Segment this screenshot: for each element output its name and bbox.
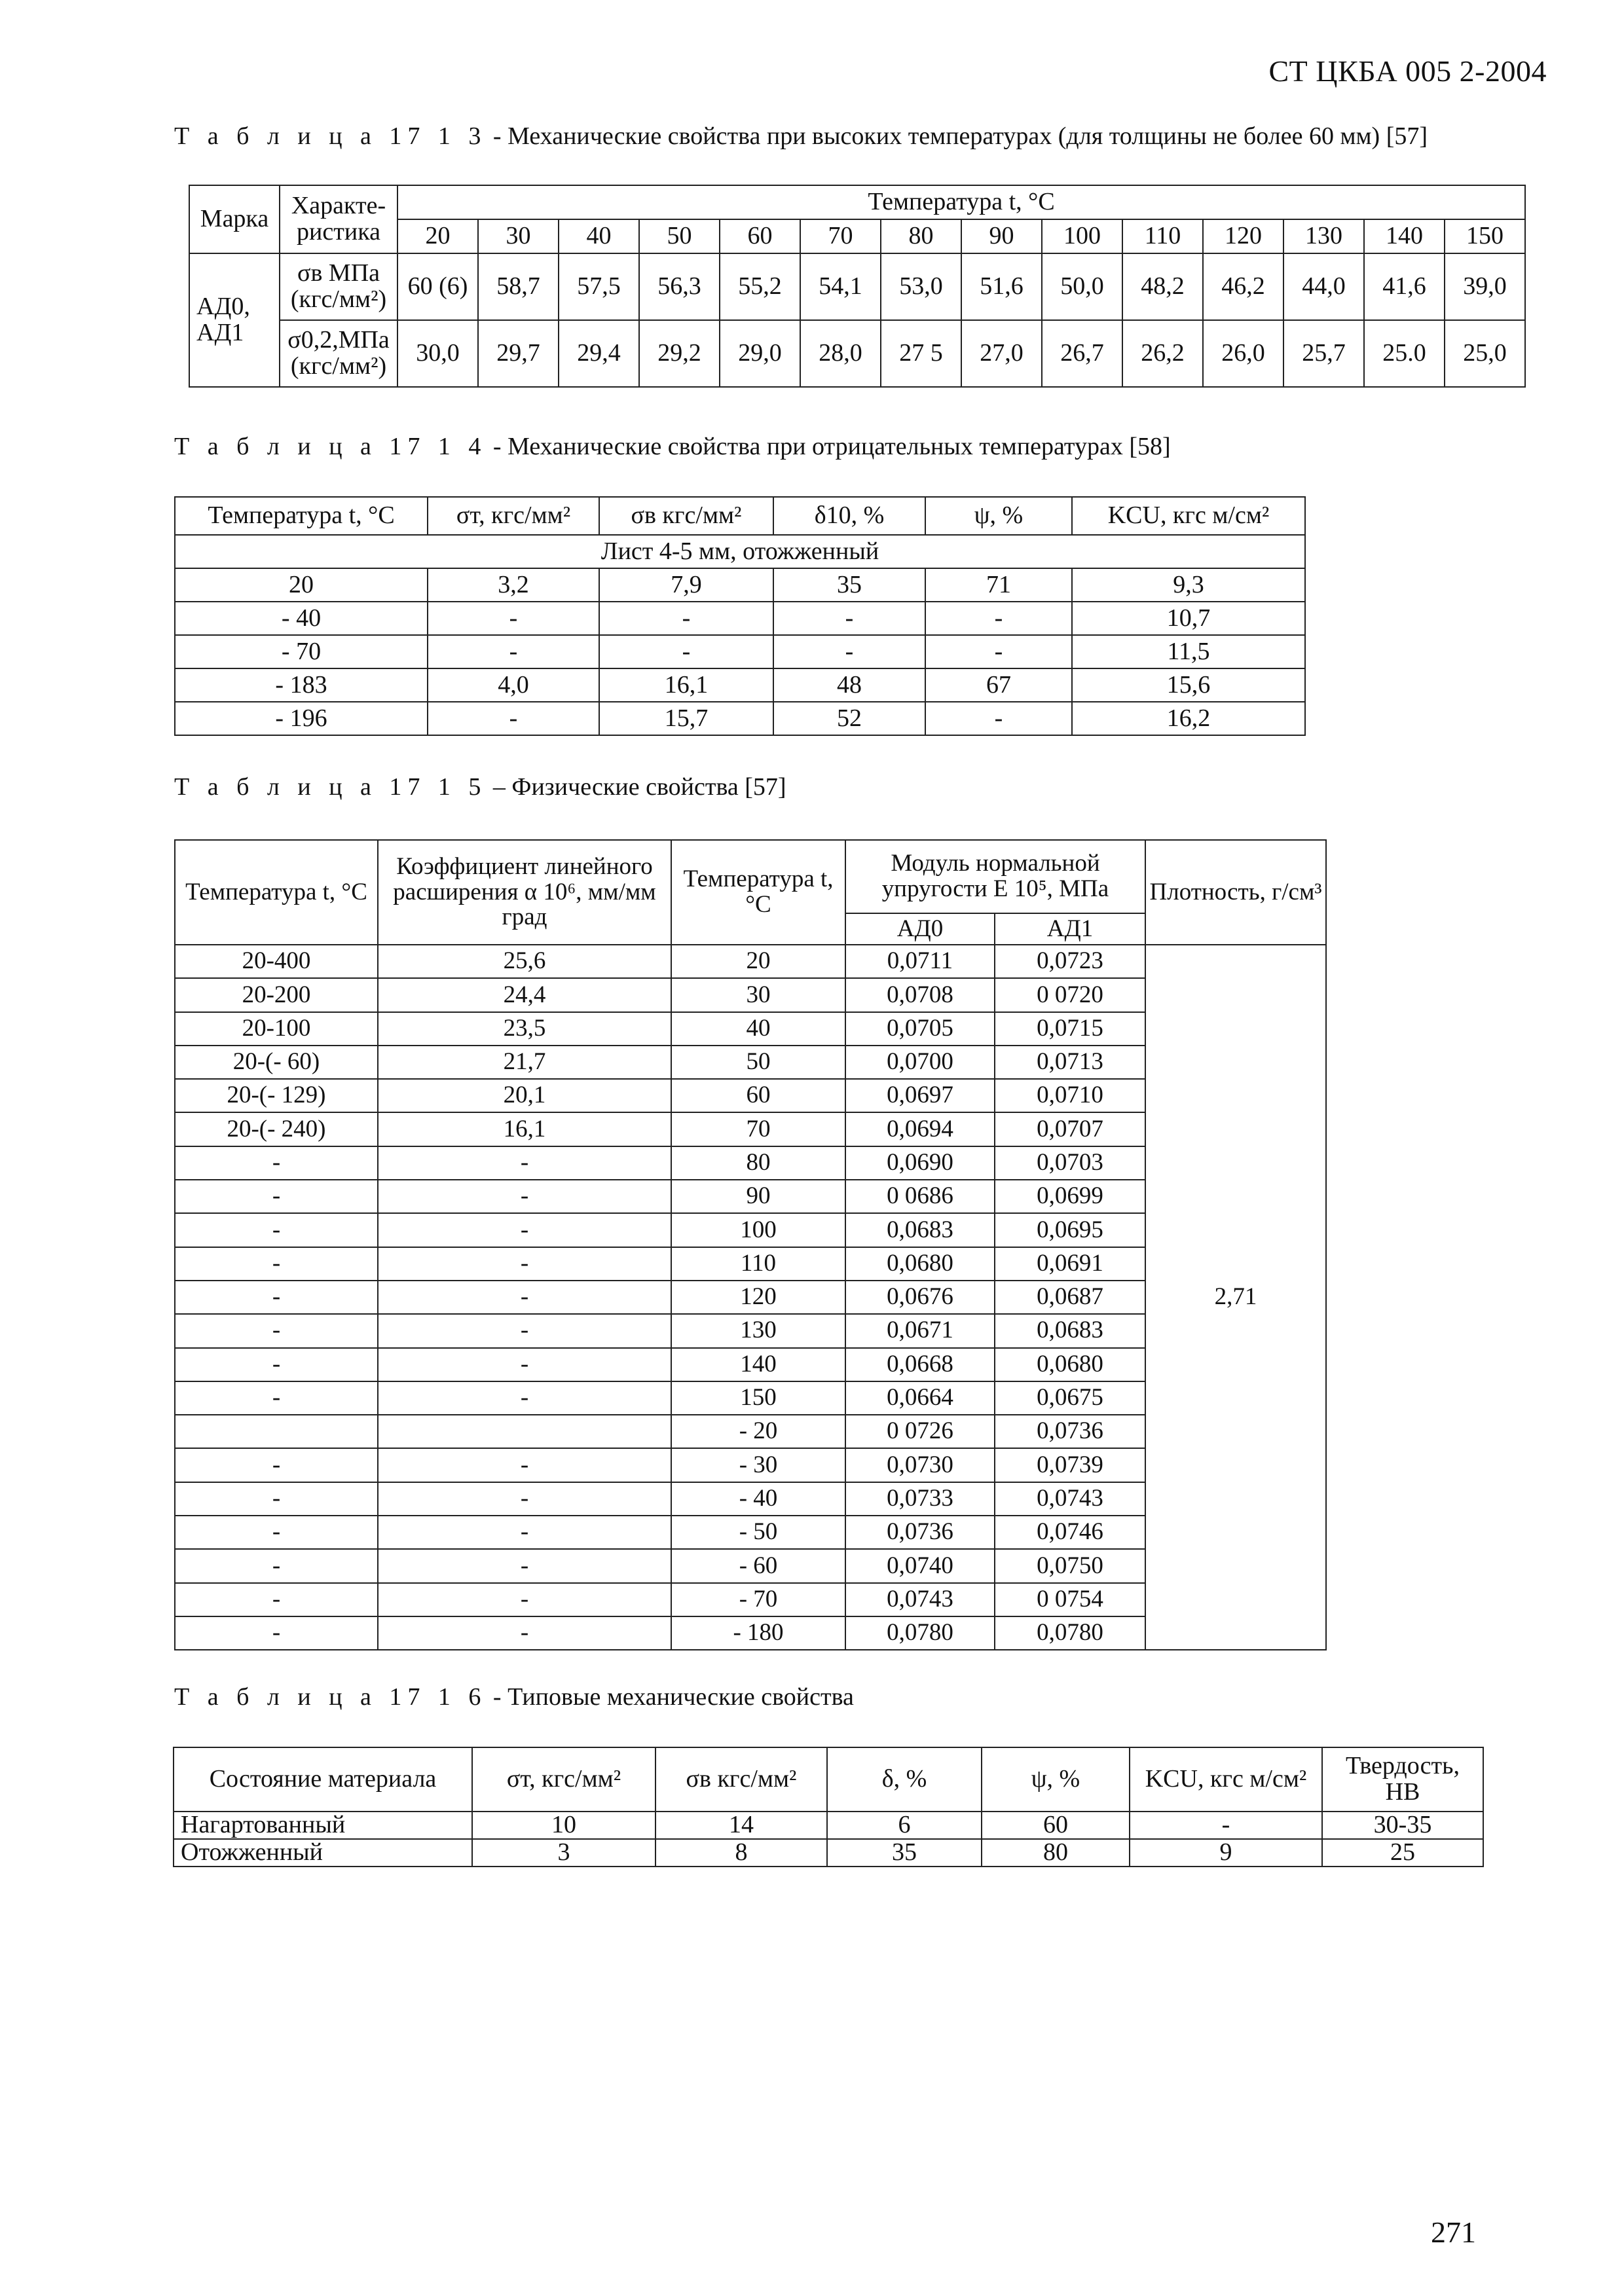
table-cell: Нагартованный (174, 1812, 472, 1839)
table-cell: 0,0743 (995, 1482, 1145, 1516)
table-1715-body (175, 840, 1326, 1650)
table-row (174, 1839, 1483, 1867)
table-1714 (174, 496, 1306, 736)
table-cell: 16,1 (599, 668, 773, 702)
table-cell: - 180 (671, 1616, 845, 1650)
temperature-header: 80 (881, 219, 961, 253)
table-cell: 0,0675 (995, 1381, 1145, 1415)
value-cell: 44,0 (1283, 253, 1364, 320)
table-cell: - 30 (671, 1448, 845, 1482)
table-cell: - (378, 1281, 671, 1314)
table-cell: - (175, 1146, 378, 1180)
density-cell: 2,71 (1145, 945, 1326, 1650)
table-cell: - 196 (175, 702, 428, 735)
table-cell: 0,0699 (995, 1180, 1145, 1213)
table-1714-caption (174, 432, 1171, 461)
temperature-header: 20 (397, 219, 478, 253)
table-cell: - (925, 602, 1072, 635)
column-header-temperature: Температура t, °С (397, 185, 1525, 219)
grade-cell: АД0, АД1 (189, 253, 280, 387)
table-cell: - (378, 1616, 671, 1650)
table-cell: 0,0746 (995, 1516, 1145, 1549)
table-cell: - (428, 702, 599, 735)
table-cell: - (599, 635, 773, 668)
table-cell: - (378, 1448, 671, 1482)
table-cell: - (599, 602, 773, 635)
table-cell: 0,0739 (995, 1448, 1145, 1482)
value-cell: 25.0 (1364, 320, 1445, 387)
column-header: δ, % (827, 1747, 982, 1812)
table-row (175, 602, 1305, 635)
value-cell: 48,2 (1122, 253, 1203, 320)
table-cell: 0,0705 (845, 1012, 995, 1046)
table-cell: - (175, 1516, 378, 1549)
table-cell: 0 0720 (995, 978, 1145, 1011)
table-1716-caption (174, 1683, 854, 1711)
table-cell: 67 (925, 668, 1072, 702)
table-1714-body (175, 497, 1305, 735)
table-cell: 0,0736 (995, 1415, 1145, 1448)
table-cell: 0,0694 (845, 1112, 995, 1146)
value-cell: 27,0 (961, 320, 1042, 387)
table-cell: - (175, 1348, 378, 1381)
table-1716-title: - Типовые механические свойства (487, 1683, 854, 1711)
table-cell: - (378, 1146, 671, 1180)
table-cell: 52 (773, 702, 925, 735)
value-cell: 29,2 (639, 320, 720, 387)
table-cell: 0,0697 (845, 1079, 995, 1112)
table-cell: - (378, 1180, 671, 1213)
table-cell: 140 (671, 1348, 845, 1381)
table-cell: - 40 (175, 602, 428, 635)
table-cell: 0,0680 (995, 1348, 1145, 1381)
value-cell: 53,0 (881, 253, 961, 320)
column-header-marka: Марка (189, 185, 280, 253)
value-cell: 29,4 (559, 320, 639, 387)
table-row (189, 253, 1525, 320)
column-header: ψ, % (982, 1747, 1130, 1812)
table-1713-title: - Механические свойства при высоких температурах (для толщины не более 60 мм) [57] (487, 122, 1428, 150)
table-cell: 120 (671, 1281, 845, 1314)
table-cell: 0,0668 (845, 1348, 995, 1381)
table-cell: 11,5 (1072, 635, 1305, 668)
value-cell: 56,3 (639, 253, 720, 320)
header-row (175, 840, 1326, 913)
table-cell: - (925, 635, 1072, 668)
table-cell: 21,7 (378, 1046, 671, 1079)
table-cell: - (175, 1482, 378, 1516)
table-cell: - (175, 1583, 378, 1616)
table-cell: 23,5 (378, 1012, 671, 1046)
table-1713-body (189, 185, 1525, 387)
table-cell: 0,0715 (995, 1012, 1145, 1046)
table-cell: 20-400 (175, 945, 378, 978)
table-cell: 0,0710 (995, 1079, 1145, 1112)
table-cell: 15,7 (599, 702, 773, 735)
table-cell: - (378, 1381, 671, 1415)
table-cell: 9,3 (1072, 568, 1305, 602)
table-cell: 20-100 (175, 1012, 378, 1046)
column-header-ad0: АД0 (845, 913, 995, 945)
value-cell: 26,2 (1122, 320, 1203, 387)
temperature-header: 50 (639, 219, 720, 253)
table-cell: 0,0736 (845, 1516, 995, 1549)
characteristic-cell: σв МПа (кгс/мм²) (280, 253, 397, 320)
value-cell: 54,1 (800, 253, 881, 320)
column-header-temperature-2: Температура t, °С (671, 840, 845, 945)
table-cell: 0,0671 (845, 1314, 995, 1347)
table-cell: 0,0707 (995, 1112, 1145, 1146)
table-cell: 35 (827, 1839, 982, 1867)
table-cell: - (378, 1516, 671, 1549)
table-cell: 16,1 (378, 1112, 671, 1146)
table-cell: - (175, 1180, 378, 1213)
table-cell: - (1130, 1812, 1322, 1839)
table-cell: 30 (671, 978, 845, 1011)
value-cell: 30,0 (397, 320, 478, 387)
column-header: Температура t, °С (175, 497, 428, 535)
column-header-expansion: Коэффициент линейного расширения α 10⁶, мм/мм град (378, 840, 671, 945)
column-header-ad1: АД1 (995, 913, 1145, 945)
table-cell: 24,4 (378, 978, 671, 1011)
temperature-header: 110 (1122, 219, 1203, 253)
value-cell: 29,7 (478, 320, 559, 387)
table-row (175, 568, 1305, 602)
table-cell (175, 1415, 378, 1448)
value-cell: 57,5 (559, 253, 639, 320)
subheader-row (175, 535, 1305, 568)
table-cell: 0,0713 (995, 1046, 1145, 1079)
table-row (175, 702, 1305, 735)
value-cell: 60 (6) (397, 253, 478, 320)
table-cell: - (175, 1314, 378, 1347)
table-cell: 0 0726 (845, 1415, 995, 1448)
table-cell: 0,0780 (845, 1616, 995, 1650)
header-row (175, 497, 1305, 535)
table-cell: 3 (472, 1839, 655, 1867)
value-cell: 25,0 (1445, 320, 1525, 387)
page-number: 271 (1431, 2215, 1476, 2249)
table-cell: 25,6 (378, 945, 671, 978)
table-cell: - 20 (671, 1415, 845, 1448)
table-cell: 70 (671, 1112, 845, 1146)
table-cell: - (428, 635, 599, 668)
table-cell: 150 (671, 1381, 845, 1415)
document-code: СТ ЦКБА 005 2-2004 (1268, 54, 1547, 88)
table-cell: - (175, 1381, 378, 1415)
table-cell: 0,0708 (845, 978, 995, 1011)
value-cell: 50,0 (1042, 253, 1122, 320)
value-cell: 51,6 (961, 253, 1042, 320)
table-cell: 25 (1322, 1839, 1483, 1867)
temperature-header: 150 (1445, 219, 1525, 253)
value-cell: 27 5 (881, 320, 961, 387)
table-1716-body (174, 1747, 1483, 1867)
table-cell: 0,0733 (845, 1482, 995, 1516)
column-header: KCU, кгс м/см² (1072, 497, 1305, 535)
table-cell: 20-(- 60) (175, 1046, 378, 1079)
column-header: KCU, кгс м/см² (1130, 1747, 1322, 1812)
table-cell: 20-200 (175, 978, 378, 1011)
table-cell: 0,0676 (845, 1281, 995, 1314)
table-cell: 14 (655, 1812, 827, 1839)
table-cell: 0,0690 (845, 1146, 995, 1180)
table-1714-label: Т а б л и ц а 17 1 4 (174, 433, 487, 460)
table-cell: 0,0703 (995, 1146, 1145, 1180)
table-cell: 8 (655, 1839, 827, 1867)
table-1713-caption (174, 122, 1428, 151)
value-cell: 26,0 (1203, 320, 1283, 387)
column-header: σт, кгс/мм² (472, 1747, 655, 1812)
value-cell: 39,0 (1445, 253, 1525, 320)
table-row (175, 635, 1305, 668)
table-cell: 30-35 (1322, 1812, 1483, 1839)
table-cell: 0,0730 (845, 1448, 995, 1482)
table-cell: - (773, 602, 925, 635)
table-cell: 48 (773, 668, 925, 702)
table-cell: 40 (671, 1012, 845, 1046)
table-cell: 60 (982, 1812, 1130, 1839)
subheader-cell: Лист 4-5 мм, отожженный (175, 535, 1305, 568)
table-1716 (173, 1747, 1484, 1867)
column-header-modulus: Модуль нормальной упругости Е 10⁵, МПа (845, 840, 1145, 913)
temperature-header: 140 (1364, 219, 1445, 253)
table-cell: 0,0711 (845, 945, 995, 978)
value-cell: 41,6 (1364, 253, 1445, 320)
header-row (189, 185, 1525, 219)
table-cell: 0,0664 (845, 1381, 995, 1415)
table-1715-caption (174, 773, 786, 801)
table-cell: 0,0683 (845, 1213, 995, 1247)
table-cell: - (175, 1213, 378, 1247)
temperature-header: 40 (559, 219, 639, 253)
table-cell: 20-(- 240) (175, 1112, 378, 1146)
table-cell: - 50 (671, 1516, 845, 1549)
table-cell: 0,0680 (845, 1247, 995, 1281)
characteristic-cell: σ0,2,МПа (кгс/мм²) (280, 320, 397, 387)
temperature-header: 60 (720, 219, 800, 253)
value-cell: 55,2 (720, 253, 800, 320)
table-cell: - (378, 1213, 671, 1247)
table-cell: - 70 (671, 1583, 845, 1616)
table-cell: 16,2 (1072, 702, 1305, 735)
table-cell: 130 (671, 1314, 845, 1347)
table-cell: - (428, 602, 599, 635)
table-1715-label: Т а б л и ц а 17 1 5 (174, 773, 487, 801)
table-row (175, 668, 1305, 702)
table-cell: 35 (773, 568, 925, 602)
table-cell: 20-(- 129) (175, 1079, 378, 1112)
column-header: σв кгс/мм² (599, 497, 773, 535)
table-cell: - (175, 1247, 378, 1281)
table-cell: 0,0687 (995, 1281, 1145, 1314)
table-cell: - (773, 635, 925, 668)
column-header-temperature: Температура t, °С (175, 840, 378, 945)
table-cell: 0,0691 (995, 1247, 1145, 1281)
table-1716-label: Т а б л и ц а 17 1 6 (174, 1683, 487, 1711)
table-cell: 90 (671, 1180, 845, 1213)
table-cell: - (175, 1281, 378, 1314)
table-cell: - (378, 1482, 671, 1516)
table-cell: 50 (671, 1046, 845, 1079)
table-cell: 100 (671, 1213, 845, 1247)
table-cell: 0,0683 (995, 1314, 1145, 1347)
value-cell: 29,0 (720, 320, 800, 387)
table-cell: 0,0700 (845, 1046, 995, 1079)
column-header: δ10, % (773, 497, 925, 535)
table-cell: 110 (671, 1247, 845, 1281)
table-cell (378, 1415, 671, 1448)
table-cell: - 40 (671, 1482, 845, 1516)
table-row (189, 320, 1525, 387)
table-1713 (189, 185, 1526, 388)
temperature-header: 30 (478, 219, 559, 253)
table-cell: - (378, 1247, 671, 1281)
temperature-header: 120 (1203, 219, 1283, 253)
value-cell: 58,7 (478, 253, 559, 320)
table-cell: 80 (982, 1839, 1130, 1867)
table-cell: 15,6 (1072, 668, 1305, 702)
table-cell: 0 0686 (845, 1180, 995, 1213)
table-cell: - 70 (175, 635, 428, 668)
table-cell: 0,0695 (995, 1213, 1145, 1247)
column-header-characteristic: Характе- ристика (280, 185, 397, 253)
table-cell: 20,1 (378, 1079, 671, 1112)
table-cell: 0,0743 (845, 1583, 995, 1616)
temperature-header: 130 (1283, 219, 1364, 253)
table-1715 (174, 839, 1327, 1650)
table-cell: 0,0723 (995, 945, 1145, 978)
table-cell: 4,0 (428, 668, 599, 702)
table-cell: 6 (827, 1812, 982, 1839)
value-cell: 46,2 (1203, 253, 1283, 320)
table-cell: - (925, 702, 1072, 735)
table-cell: 10 (472, 1812, 655, 1839)
table-cell: - 60 (671, 1549, 845, 1582)
temperature-header: 90 (961, 219, 1042, 253)
table-cell: 0 0754 (995, 1583, 1145, 1616)
header-row (174, 1747, 1483, 1812)
table-cell: 60 (671, 1079, 845, 1112)
column-header: σт, кгс/мм² (428, 497, 599, 535)
table-cell: 80 (671, 1146, 845, 1180)
table-cell: 0,0780 (995, 1616, 1145, 1650)
table-cell: - (175, 1549, 378, 1582)
table-cell: - (378, 1348, 671, 1381)
table-cell: - (378, 1314, 671, 1347)
table-cell: - 183 (175, 668, 428, 702)
value-cell: 25,7 (1283, 320, 1364, 387)
table-1715-title: – Физические свойства [57] (487, 773, 786, 801)
column-header: σв кгс/мм² (655, 1747, 827, 1812)
table-cell: - (175, 1616, 378, 1650)
table-cell: 9 (1130, 1839, 1322, 1867)
table-cell: 7,9 (599, 568, 773, 602)
temperature-header: 100 (1042, 219, 1122, 253)
table-1713-label: Т а б л и ц а 17 1 3 (174, 122, 487, 150)
column-header: Твердость, НВ (1322, 1747, 1483, 1812)
table-cell: 10,7 (1072, 602, 1305, 635)
table-cell: 71 (925, 568, 1072, 602)
table-row (175, 945, 1326, 978)
table-cell: 0,0740 (845, 1549, 995, 1582)
table-cell: 0,0750 (995, 1549, 1145, 1582)
table-cell: - (175, 1448, 378, 1482)
table-cell: 20 (175, 568, 428, 602)
column-header: Состояние материала (174, 1747, 472, 1812)
column-header-density: Плотность, г/см³ (1145, 840, 1326, 945)
table-cell: Отожженный (174, 1839, 472, 1867)
table-row (174, 1812, 1483, 1839)
value-cell: 26,7 (1042, 320, 1122, 387)
table-cell: 20 (671, 945, 845, 978)
table-1714-title: - Механические свойства при отрицательных температурах [58] (487, 433, 1171, 460)
table-cell: 3,2 (428, 568, 599, 602)
table-cell: - (378, 1549, 671, 1582)
table-cell: - (378, 1583, 671, 1616)
temperature-header: 70 (800, 219, 881, 253)
value-cell: 28,0 (800, 320, 881, 387)
column-header: ψ, % (925, 497, 1072, 535)
